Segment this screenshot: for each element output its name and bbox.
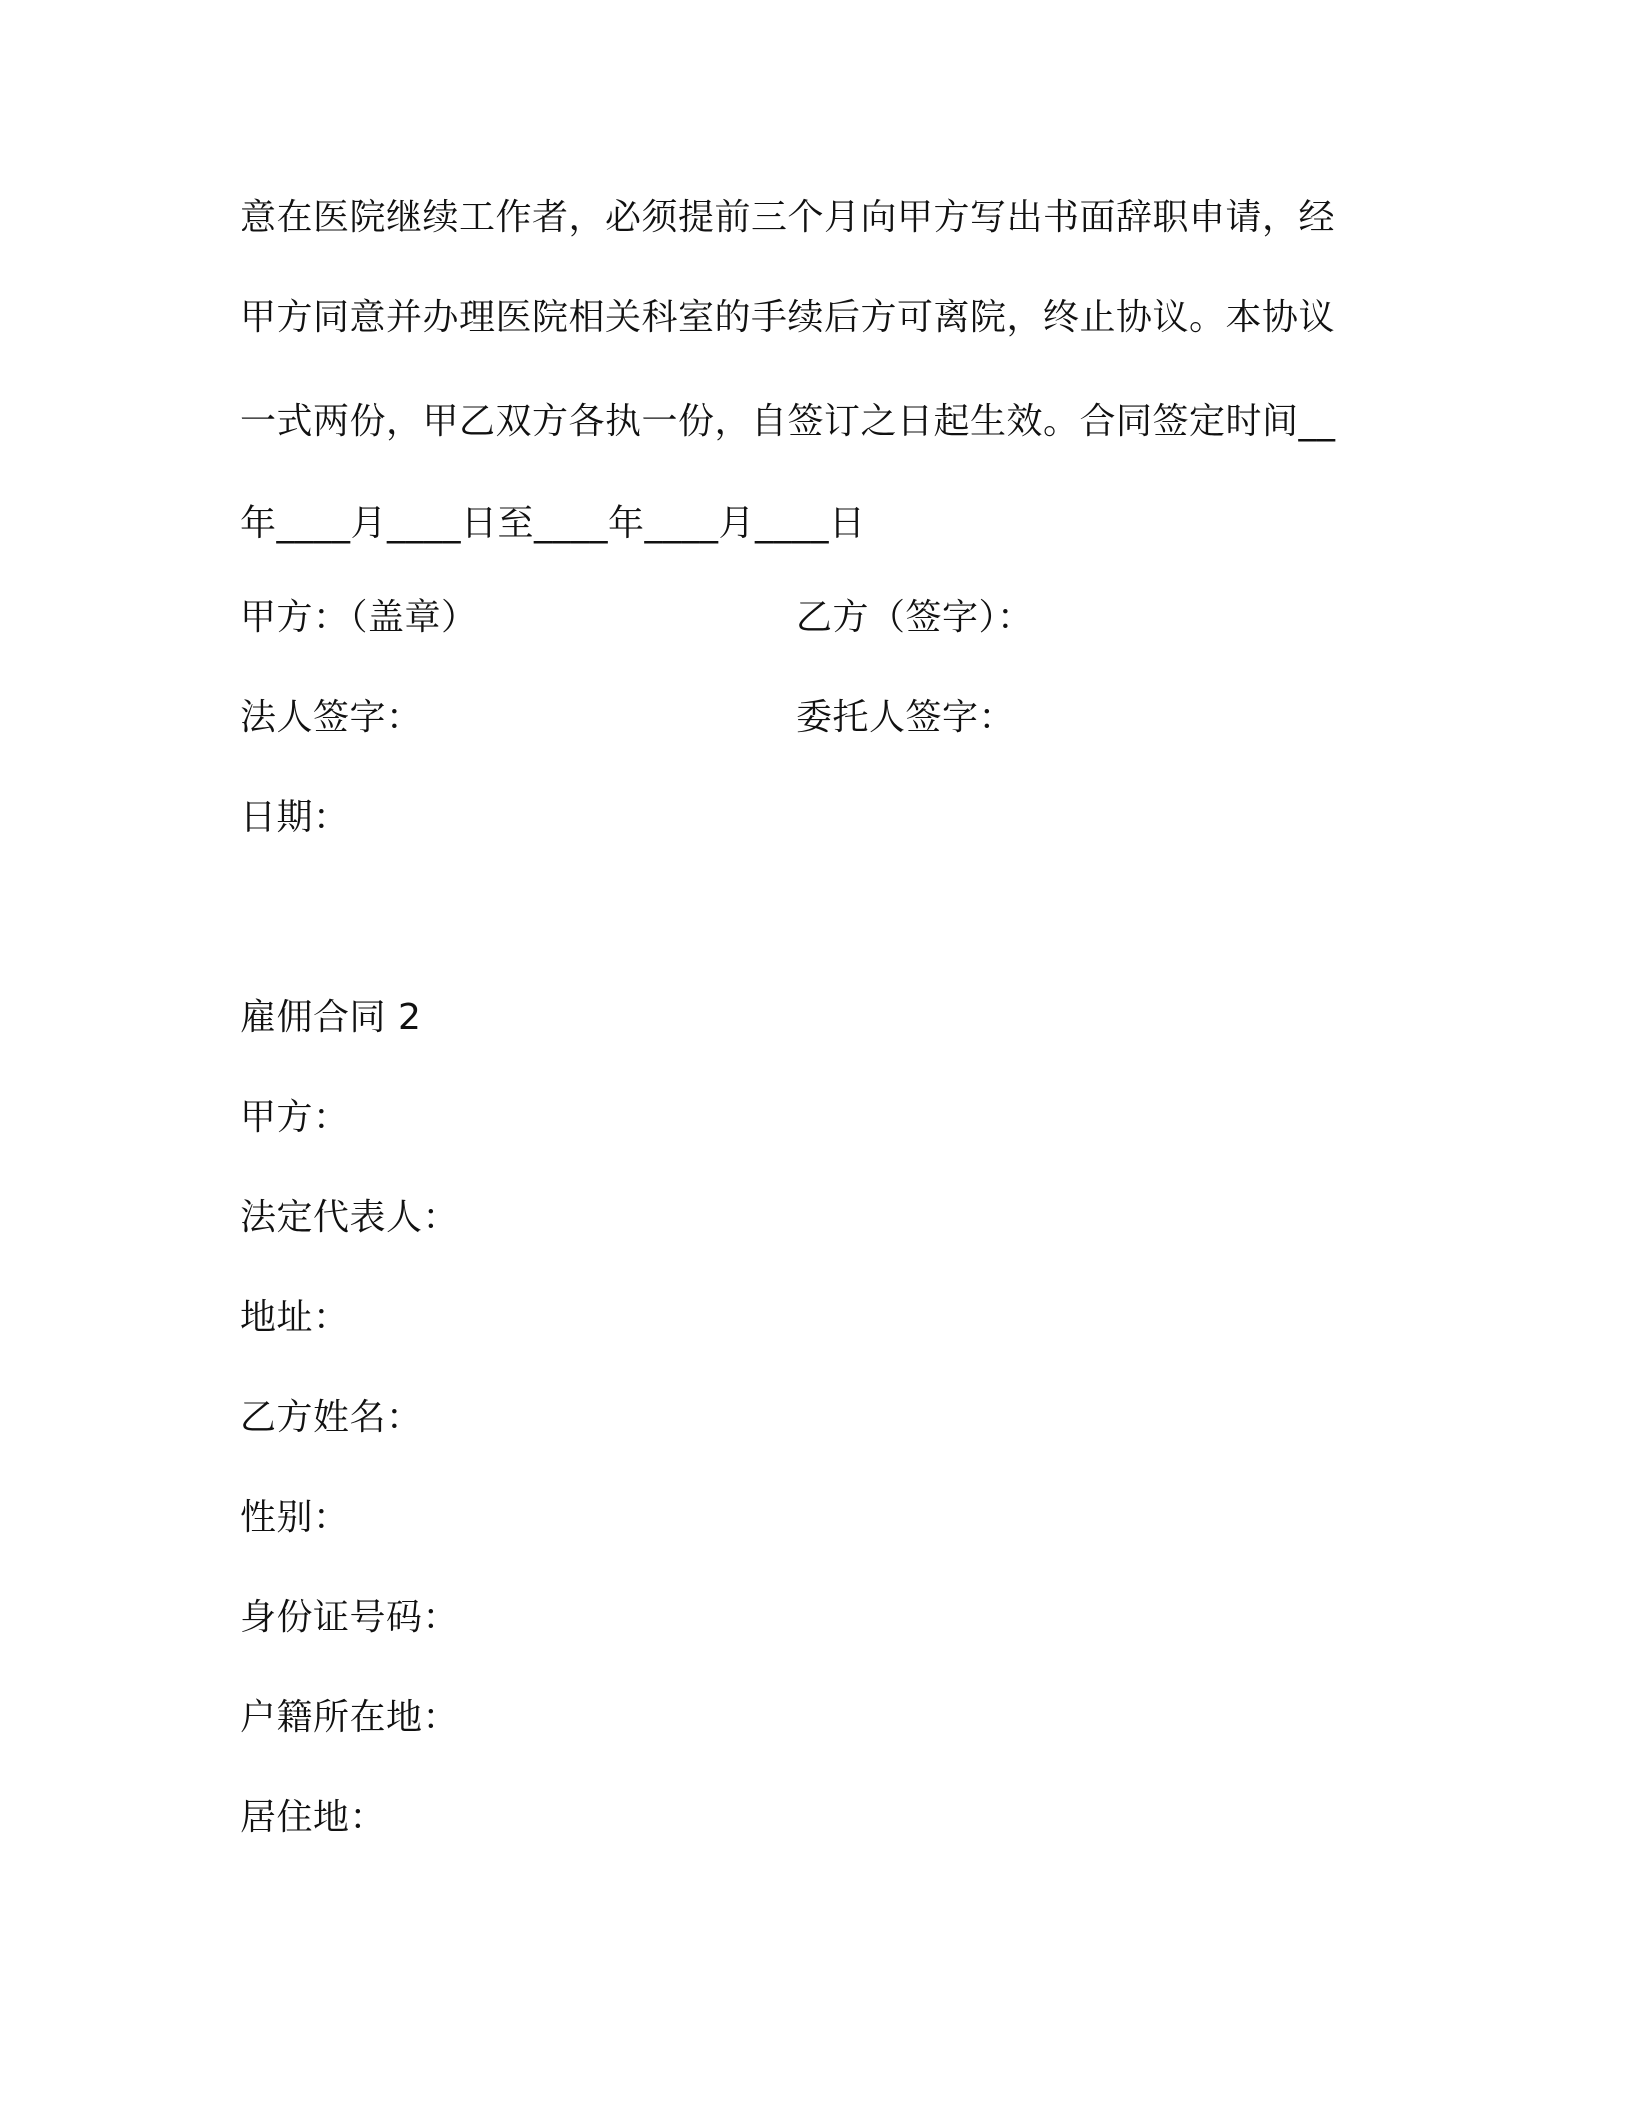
party-a-seal-label: 甲方：（盖章） [240,597,478,638]
party-b-name-field: 乙方姓名： [240,1397,423,1438]
residence-field: 居住地： [240,1797,387,1838]
party-b-sign-label: 乙方（签字）： [796,597,1034,638]
signature-date-label: 日期： [240,797,350,838]
delegate-sign-label: 委托人签字： [796,697,1016,738]
paragraph-line-2: 甲方同意并办理医院相关科室的手续后方可离院，终止协议。本协议 [240,297,1336,338]
id-number-field: 身份证号码： [240,1597,460,1638]
gender-field: 性别： [240,1497,350,1538]
contract2-title: 雇佣合同 2 [240,997,422,1038]
legal-representative-field: 法定代表人： [240,1197,460,1238]
paragraph-line-3: 一式两份，甲乙双方各执一份，自签订之日起生效。合同签定时间__ [240,401,1336,442]
household-registration-field: 户籍所在地： [240,1697,460,1738]
contract-date-line: 年____月____日至____年____月____日 [240,503,866,544]
legal-rep-sign-label: 法人签字： [240,697,423,738]
paragraph-line-1: 意在医院继续工作者，必须提前三个月向甲方写出书面辞职申请，经 [240,197,1336,238]
address-field: 地址： [240,1297,350,1338]
party-a-field: 甲方： [240,1097,350,1138]
